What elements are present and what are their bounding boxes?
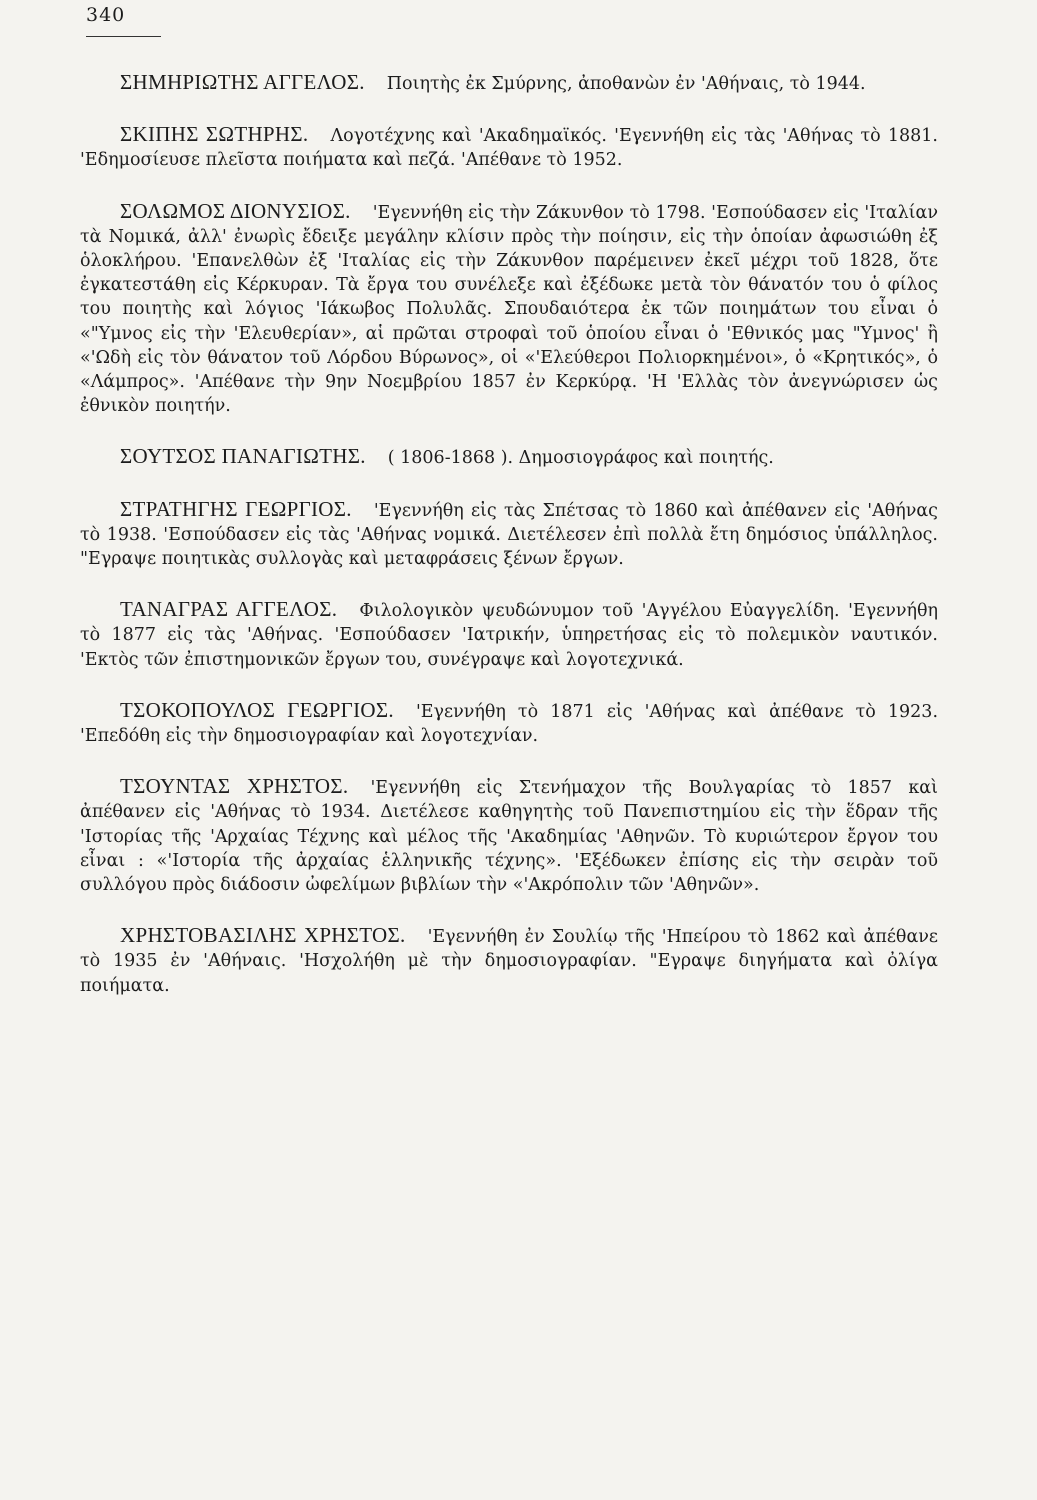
entry-text: Φιλολογικὸν ψευδώνυμον τοῦ 'Αγγέλου Εὐαγγελίδη. 'Εγεννήθη τὸ 1877 εἰς τὰς 'Αθήνας. 'Εσπούδασεν 'Ιατρικήν, ὑπηρετήσας εἰς τὸ πολεμικὸν ναυτικόν. 'Εκτὸς τῶν ἐπιστημονικῶν ἔργων του, συνέγραψε καὶ λογοτεχνικά.: [80, 601, 938, 670]
entry-name: ΣΟΥΤΣΟΣ ΠΑΝΑΓΙΩΤΗΣ.: [120, 444, 366, 469]
entry-name: ΧΡΗΣΤΟΒΑΣΙΛΗΣ ΧΡΗΣΤΟΣ.: [120, 923, 406, 948]
entry-tanagras: [80, 597, 938, 672]
page-number: 340: [86, 4, 126, 26]
entry-soutsos: [80, 444, 938, 470]
entry-solomos: [80, 199, 938, 419]
entry-name: ΤΣΟΚΟΠΟΥΛΟΣ ΓΕΩΡΓΙΟΣ.: [120, 697, 394, 722]
entry-tsountas: [80, 774, 938, 897]
entry-text: 'Εγεννήθη τὸ 1871 εἰς 'Αθήνας καὶ ἀπέθανε τὸ 1923. 'Επεδόθη εἰς τὴν δημοσιογραφίαν καὶ λογοτεχνίαν.: [80, 701, 939, 747]
entry-name: ΣΗΜΗΡΙΩΤΗΣ ΑΓΓΕΛΟΣ.: [120, 70, 365, 94]
entry-text: Λογοτέχνης καὶ 'Ακαδημαϊκός. 'Εγεννήθη εἰς τὰς 'Αθήνας τὸ 1881. 'Εδημοσίευσε πλεῖστα ποιήματα καὶ πεζά. 'Απέθανε τὸ 1952.: [80, 126, 938, 171]
entry-text: ( 1806-1868 ). Δημοσιογράφος καὶ ποιητής.: [387, 448, 774, 469]
entry-skipis: [80, 122, 938, 172]
entry-name: ΣΚΙΠΗΣ ΣΩΤΗΡΗΣ.: [120, 122, 309, 147]
entry-name: ΣΤΡΑΤΗΓΗΣ ΓΕΩΡΓΙΟΣ.: [120, 496, 352, 521]
entry-text: 'Εγεννήθη εἰς τὰς Σπέτσας τὸ 1860 καὶ ἀπέθανεν εἰς 'Αθήνας τὸ 1938. 'Εσπούδασεν εἰς τὰς 'Αθήνας νομικά. Διετέλεσεν ἐπὶ πολλὰ ἔτη δημόσιος ὑπάλληλος. "Εγραψε ποιητικὰς συλλογὰς καὶ μεταφράσεις ξένων ἔργων.: [80, 500, 938, 570]
biographical-entries: [80, 70, 938, 1024]
entry-text: 'Εγεννήθη ἐν Σουλίῳ τῆς 'Ηπείρου τὸ 1862 καὶ ἀπέθανε τὸ 1935 ἐν 'Αθήναις. 'Ησχολήθη μὲ τὴν δημοσιογραφίαν. "Εγραψε διηγήματα καὶ ὀλίγα ποιήματα.: [80, 927, 938, 996]
entry-name: ΤΑΝΑΓΡΑΣ ΑΓΓΕΛΟΣ.: [120, 597, 338, 622]
entry-simiriotis: [80, 70, 938, 96]
entry-stratigis: [80, 497, 938, 572]
entry-text: Ποιητὴς ἐκ Σμύρνης, ἀποθανὼν ἐν 'Αθήναις, τὸ 1944.: [386, 74, 866, 94]
entry-christovasilis: [80, 923, 938, 998]
entry-name: ΣΟΛΩΜΟΣ ΔΙΟΝΥΣΙΟΣ.: [120, 198, 351, 223]
entry-name: ΤΣΟΥΝΤΑΣ ΧΡΗΣΤΟΣ.: [120, 774, 349, 799]
entry-text: 'Εγεννήθη εἰς Στενήμαχον τῆς Βουλγαρίας τὸ 1857 καὶ ἀπέθανεν εἰς 'Αθήνας τὸ 1934. Διετέλεσε καθηγητὴς τοῦ Πανεπιστημίου εἰς τὴν ἕδραν τῆς 'Ιστορίας τῆς 'Αρχαίας Τέχνης καὶ μέλος τῆς 'Ακαδημίας 'Αθηνῶν. Τὸ κυριώτερον ἔργον του εἶναι : «'Ιστορία τῆς ἀρχαίας ἑλληνικῆς τέχνης». 'Εξέδωκεν ἐπίσης εἰς τὴν σειρὰν τοῦ συλλόγου πρὸς διάδοσιν ὠφελίμων βιβλίων τὴν «'Ακρόπολιν τῶν 'Αθηνῶν».: [80, 778, 938, 896]
entry-tsokopoulos: [80, 698, 938, 748]
header-rule: [86, 36, 161, 37]
entry-text: 'Εγεννήθη εἰς τὴν Ζάκυνθον τὸ 1798. 'Εσπούδασεν εἰς 'Ιταλίαν τὰ Νομικά, ἀλλ' ἐνωρὶς ἔδειξε μεγάλην κλίσιν πρὸς τὴν ποίησιν, εἰς τὴν ὁποίαν ἀφωσιώθη ἐξ ὁλοκλήρου. 'Επανελθὼν ἐξ 'Ιταλίας εἰς τὴν Ζάκυνθον παρέμεινεν ἐκεῖ μέχρι τοῦ 1828, ὅτε ἐγκατεστάθη εἰς Κέρκυραν. Τὰ ἔργα του συνέλεξε καὶ ἐξέδωκε μετὰ τὸν θάνατόν του ὁ φίλος του ποιητὴς καὶ λόγιος 'Ιάκωβος Πολυλᾶς. Σπουδαιότερα ἐκ τῶν ποιημάτων του εἶναι ὁ «"Υμνος εἰς τὴν 'Ελευθερίαν», αἱ πρῶται στροφαὶ τοῦ ὁποίου εἶναι ὁ 'Εθνικός μας "Υμνος' ἢ «'Ωδὴ εἰς τὸν θάνατον τοῦ Λόρδου Βύρωνος», οἱ «'Ελεύθεροι Πολιορκημένοι», ὁ «Κρητικός», ὁ «Λάμπρος». 'Απέθανε τὴν 9ην Νοεμβρίου 1857 ἐν Κερκύρᾳ. 'Η 'Ελλὰς τὸν ἀνεγνώρισεν ὡς ἐθνικὸν ποιητήν.: [80, 202, 939, 417]
